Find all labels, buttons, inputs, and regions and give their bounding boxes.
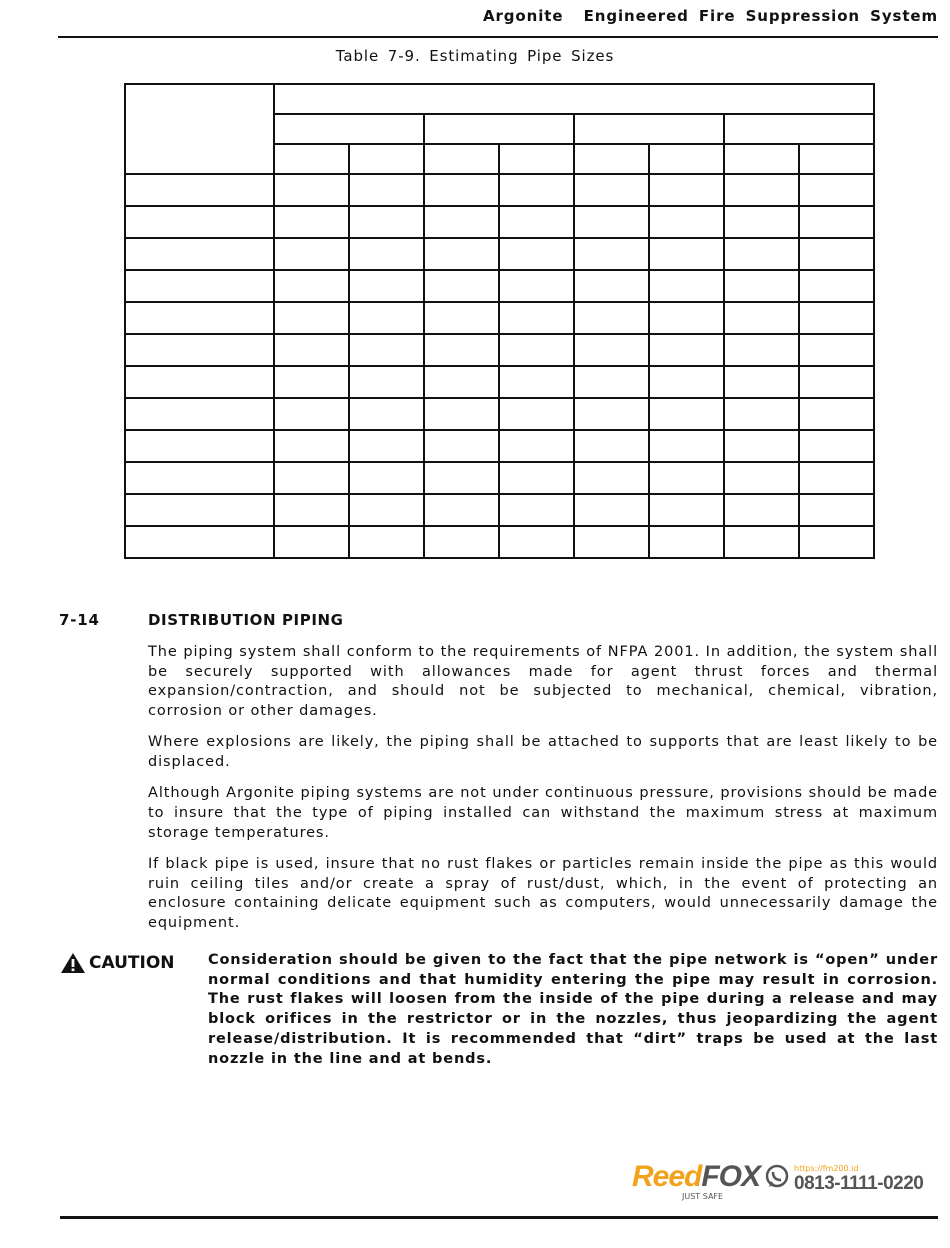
table-header-cell [424,114,574,144]
table-cell [274,174,349,206]
table-cell [349,494,424,526]
table-cell [424,398,499,430]
table-cell [499,398,574,430]
table-cell [799,366,874,398]
table-header-cell [724,114,874,144]
table-cell [574,398,649,430]
warning-triangle-icon [60,952,86,974]
section-title: DISTRIBUTION PIPING [148,611,344,629]
table-cell [724,462,799,494]
table-cell [274,206,349,238]
table-cell [349,462,424,494]
table-cell [574,494,649,526]
table-cell [349,430,424,462]
table-cell [125,334,274,366]
table-cell [799,430,874,462]
table-row [125,238,874,270]
table-cell [424,238,499,270]
table-cell [424,270,499,302]
table-cell [574,334,649,366]
table-cell [349,334,424,366]
table-cell [724,270,799,302]
table-cell [649,430,724,462]
table-cell [274,334,349,366]
brand-a: Reed [632,1160,702,1193]
table-header-cell [274,114,424,144]
table-cell [574,206,649,238]
brand-tagline: JUST SAFE [682,1192,724,1201]
table-header-cell [649,144,724,174]
table-cell [349,398,424,430]
table-cell [574,302,649,334]
table-cell [574,238,649,270]
table-cell [649,398,724,430]
table-cell [424,334,499,366]
table-cell [799,526,874,558]
table-cell [499,526,574,558]
table-cell [799,174,874,206]
table-cell [724,526,799,558]
table-cell [125,206,274,238]
paragraph: Although Argonite piping systems are not under continuous pressure, provisions should be made to insure that the type of piping installed can withstand the maximum stress at maximum storage temperatures. [148,785,938,841]
table-cell [649,366,724,398]
table-cell [274,462,349,494]
table-cell [649,174,724,206]
table-cell [649,206,724,238]
table-cell [799,494,874,526]
table-cell [649,334,724,366]
brand-phone: 0813-1111-0220 [794,1173,924,1194]
table-header-cell [499,144,574,174]
footer-rule [60,1216,938,1219]
table-row [125,430,874,462]
table-cell [349,366,424,398]
table-cell [724,494,799,526]
table-cell [799,398,874,430]
table-cell [349,302,424,334]
table-cell [125,174,274,206]
table-cell [724,366,799,398]
table-cell [499,462,574,494]
table-header-cell [724,144,799,174]
table-cell [424,494,499,526]
paragraph: Where explosions are likely, the piping shall be attached to supports that are least likely to be displaced. [148,734,938,771]
table-cell [349,174,424,206]
table-header-cell [125,84,274,174]
table-cell [574,366,649,398]
table-cell [574,174,649,206]
table-header-cell [574,114,724,144]
table-row [125,302,874,334]
table-cell [799,462,874,494]
table-cell [424,174,499,206]
table-cell [799,302,874,334]
caution-text: Consideration should be given to the fact that the pipe network is “open” under normal conditions and that humidity entering the pipe may result in corrosion. The rust flakes will loosen from the inside of the pipe during a release and may block orifices in the restrictor or in the nozzles, thus jeopardizing the agent release/distribution. It is recommended that “dirt” traps be used at the last nozzle in the line and at bends. [208,952,938,1067]
table-cell [274,366,349,398]
table-cell [499,270,574,302]
table-cell [125,430,274,462]
table-cell [125,302,274,334]
table-cell [499,494,574,526]
watermark-logo [632,1160,924,1201]
table-cell [724,302,799,334]
table-cell [125,238,274,270]
table-cell [724,174,799,206]
table-row [125,366,874,398]
table-cell [274,398,349,430]
caution-text-label: CAUTION [89,953,175,973]
table-cell [424,366,499,398]
table-cell [424,430,499,462]
table-caption: Table 7-9. Estimating Pipe Sizes [335,47,615,65]
table-cell [424,206,499,238]
table-row [125,174,874,206]
table-cell [649,270,724,302]
table-cell [799,270,874,302]
table-cell [649,238,724,270]
table-cell [125,366,274,398]
header-rule [58,36,938,38]
whatsapp-icon [764,1164,790,1190]
table-header-cell [574,144,649,174]
table-row [125,462,874,494]
table-row [125,398,874,430]
section-body [148,643,938,945]
table-cell [724,238,799,270]
table-cell [649,302,724,334]
table-row [125,526,874,558]
caution-label [60,952,175,974]
table-cell [499,334,574,366]
table-cell [274,526,349,558]
table-cell [274,270,349,302]
table-row [125,494,874,526]
table-cell [274,302,349,334]
table-cell [499,238,574,270]
table-row [125,206,874,238]
pipe-size-table [124,83,875,559]
table-cell [799,206,874,238]
table-cell [799,238,874,270]
table-cell [799,334,874,366]
table-cell [499,174,574,206]
table-cell [574,526,649,558]
table-header-cell [424,144,499,174]
table-cell [724,334,799,366]
table-cell [724,398,799,430]
table-cell [499,302,574,334]
table-cell [349,206,424,238]
table-cell [125,526,274,558]
table-cell [499,206,574,238]
brand-b: FOX [701,1160,761,1193]
table-header-cell [274,144,349,174]
table-cell [274,238,349,270]
table-row [125,270,874,302]
table-cell [574,430,649,462]
table-cell [349,270,424,302]
table-cell [724,206,799,238]
table-cell [649,526,724,558]
table-cell [349,238,424,270]
table-cell [274,494,349,526]
table-row [125,334,874,366]
table-cell [125,398,274,430]
paragraph: The piping system shall conform to the requirements of NFPA 2001. In addition, the system shall be securely supported with allowances made for agent thrust forces and thermal expansion/contraction, and should not be subjected to mechanical, chemical, vibration, corrosion or other damages. [148,644,938,720]
table-cell [499,430,574,462]
table-cell [574,462,649,494]
table-cell [125,270,274,302]
table-cell [125,494,274,526]
table-cell [349,526,424,558]
page-header: Argonite Engineered Fire Suppression System [482,7,938,25]
table-cell [424,462,499,494]
section-number: 7-14 [59,611,100,629]
table-cell [499,366,574,398]
table-cell [649,462,724,494]
table-cell [424,526,499,558]
table-cell [424,302,499,334]
table-header-cell [349,144,424,174]
paragraph: If black pipe is used, insure that no rust flakes or particles remain inside the pipe as this would ruin ceiling tiles and/or create a spray of rust/dust, which, in the event of protecting an enclosure containing delicate equipment such as computers, would unnecessarily damage the equipment. [148,855,938,931]
table-cell [649,494,724,526]
table-cell [724,430,799,462]
brand-url: https://fm200.id [794,1164,859,1173]
table-cell [574,270,649,302]
table-cell [125,462,274,494]
table-header-cell [274,84,874,114]
table-header-cell [799,144,874,174]
table-cell [274,430,349,462]
